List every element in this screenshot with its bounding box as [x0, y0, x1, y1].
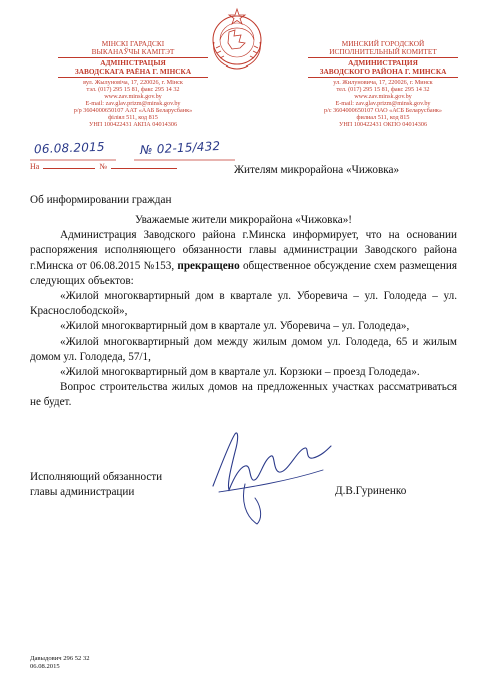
paragraph-intro [30, 228, 457, 289]
registration-number-value: 02-15/432 [156, 138, 221, 157]
unp-code: УНП 100422431 АКПА 04014306 [88, 121, 178, 129]
subject-line: Об информировании граждан [30, 194, 172, 206]
website: www.zav.minsk.gov.by [104, 93, 162, 100]
divider [58, 77, 208, 78]
email: E-mail: zav.glav.prizm@minsk.gov.by [335, 100, 431, 108]
website: www.zav.minsk.gov.by [354, 93, 412, 100]
executor-name-phone: Давыдович 296 52 32 [30, 655, 90, 662]
intro-emphasis: прекращено [177, 259, 240, 272]
divider [308, 77, 458, 78]
org-name-line2: ВЫКАНАЎЧЫ КАМІТЭТ [91, 47, 175, 57]
unp-code: УНП 100422431 ОКПО 04014306 [338, 121, 428, 129]
intro-text-end: общественное обсуждение схем размещения следующих объектов: [30, 259, 458, 287]
signatory-name: Д.В.Гуриненко [335, 485, 407, 497]
list-item: «Жилой многоквартирный дом в квартале ул. Уборевича – ул. Голодеда», [60, 320, 410, 333]
signatory-title-line1: Исполняющий обязанности [30, 471, 163, 483]
intro-text: Администрация Заводского района г.Минска информирует, что на основании распоряжения исполняющего обязанности главы администрации Заводского района г.Минска от 06.08.2015 №153, [30, 229, 457, 272]
admin-name-line1: АДМІНІСТРАЦЫЯ [100, 58, 166, 68]
na-label: На [30, 162, 40, 171]
address: ул. Жилуновича, 17, 220026, г. Минск [333, 78, 433, 86]
footer-date: 06.08.2015 [30, 662, 60, 670]
signatory-title-line2: главы администрации [30, 486, 135, 499]
signatory-title [30, 470, 162, 500]
number-sign: № [139, 142, 154, 158]
registration-date: 06.08.2015 [33, 139, 105, 157]
letterhead-russian [308, 40, 458, 128]
na-number-sign: № [99, 162, 107, 171]
reference-line [30, 162, 181, 171]
email: E-mail: zav.glav.prizm@minsk.gov.by [85, 100, 181, 108]
bank-branch: філіял 511, код 815 [108, 114, 158, 122]
org-name-line1: МІНСКІ ГАРАДСКІ [101, 39, 165, 48]
admin-name-line2: ЗАВОДСКОГО РАЙОНА Г. МИНСКА [319, 66, 447, 76]
list-item: «Жилой многоквартирный дом между жилым домом ул. Голодеда, 65 и жилым домом ул. Голодеда, 57/1, [30, 335, 457, 363]
closing-paragraph: Вопрос строительства жилых домов на предложенных участках рассматриваться не будет. [30, 381, 457, 409]
letterhead-belarusian [58, 40, 208, 128]
list-item: «Жилой многоквартирный дом в квартале ул. Уборевича – ул. Голодеда – ул. Краснослободской», [30, 290, 457, 318]
admin-name-line1: АДМИНИСТРАЦИЯ [348, 58, 418, 68]
reference-number-blank [111, 168, 177, 169]
reference-blank [43, 168, 95, 169]
bank-account: р/р 3604000650107 ААТ «ААБ Беларусбанк» [73, 107, 193, 115]
bank-account: р/с 3604000650107 ОАО «АСБ Беларусбанк» [323, 107, 443, 115]
phone: тэл. (017) 295 15 81, факс 295 14 32 [86, 85, 180, 93]
admin-name-line2: ЗАВОДСКАГА РАЁНА Г. МІНСКА [74, 66, 192, 76]
list-item: «Жилой многоквартирный дом в квартале ул. Корзюки – проезд Голодеда». [60, 366, 420, 379]
bank-branch: филиал 511, код 815 [356, 114, 410, 122]
greeting: Уважаемые жители микрорайона «Чижовка»! [134, 214, 353, 226]
belarus-state-emblem-icon [204, 6, 270, 72]
letter-body [30, 211, 457, 411]
handwritten-signature [205, 420, 335, 530]
address: вул. Жылуновіча, 17, 220026, г. Мінск [83, 78, 183, 86]
recipient: Жителям микрорайона «Чижовка» [234, 164, 400, 176]
org-name-line1: МИНСКИЙ ГОРОДСКОЙ [341, 39, 425, 48]
org-name-line2: ИСПОЛНИТЕЛЬНЫЙ КОМИТЕТ [329, 47, 437, 57]
executor-footer [30, 655, 90, 670]
phone: тел. (017) 295 15 81, факс 295 14 32 [336, 85, 430, 93]
